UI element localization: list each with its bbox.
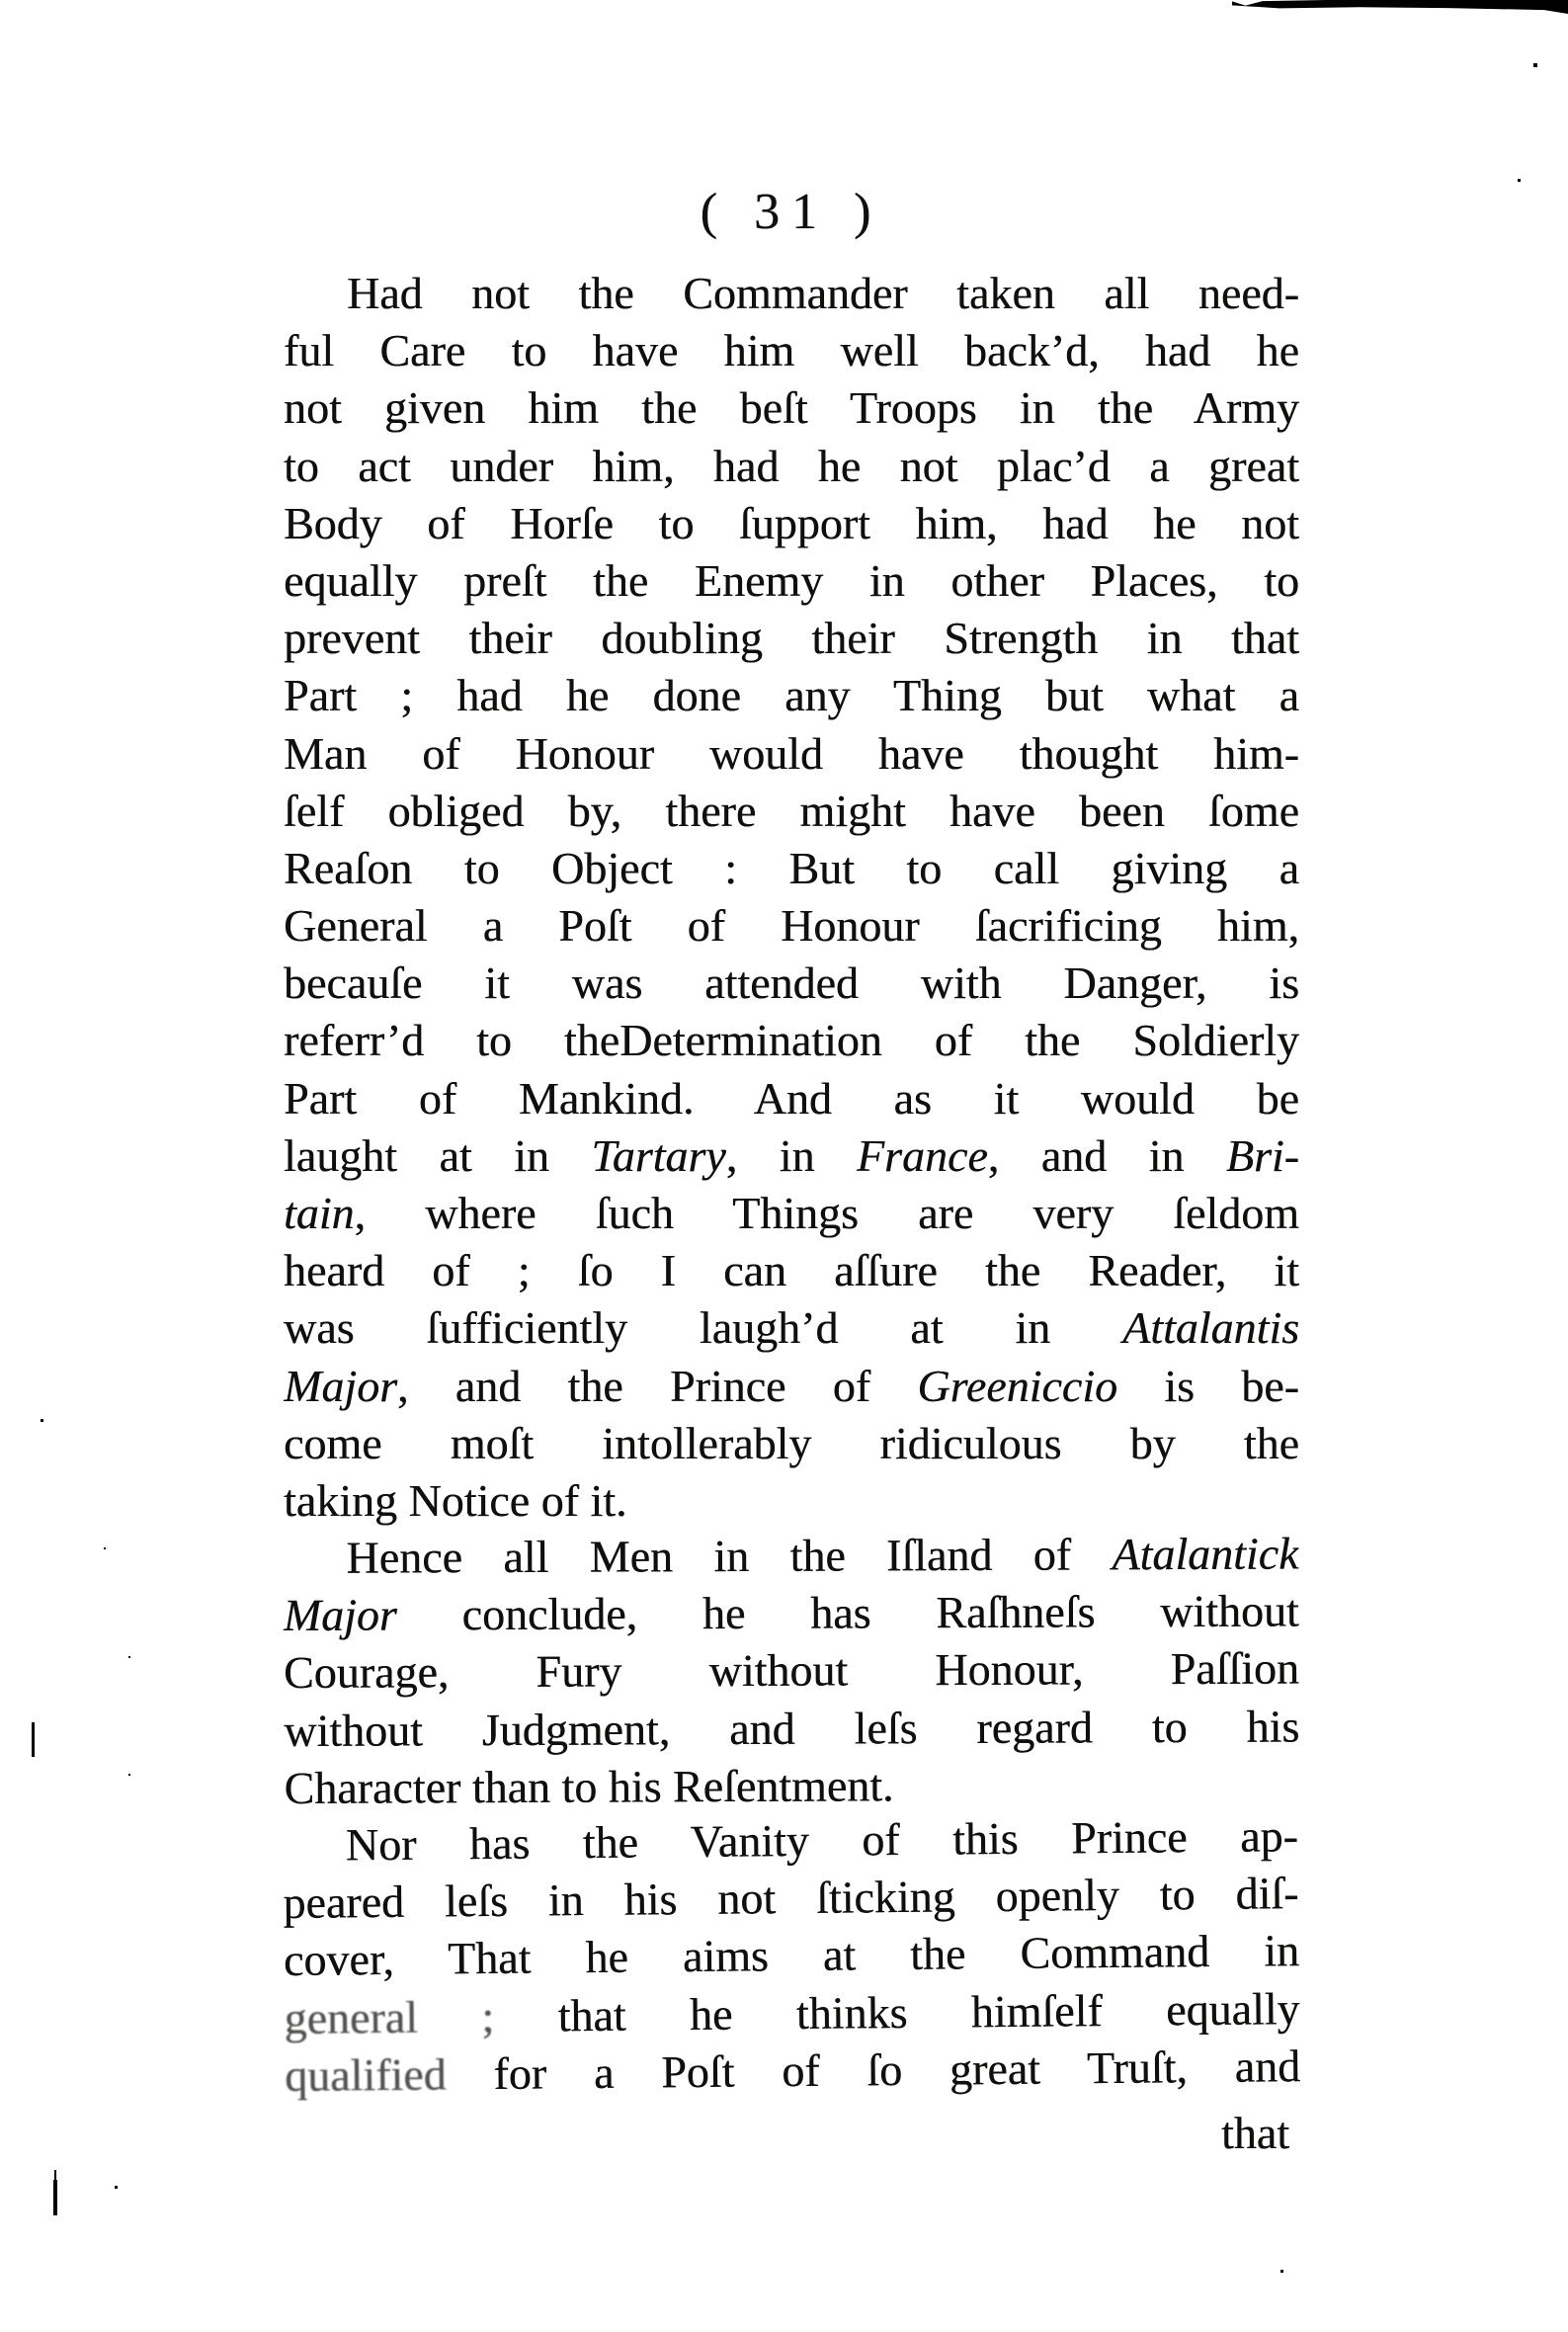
body-text: Had not the Commander taken all need- — [347, 268, 1299, 318]
text-line — [284, 1070, 1299, 1127]
text-line — [284, 1980, 1300, 2047]
text-line — [284, 610, 1299, 667]
body-text: Nor has the Vanity of this Prince ap- — [345, 1810, 1299, 1871]
text-line — [284, 495, 1299, 552]
italic-text: France — [856, 1129, 988, 1181]
italic-text: Major — [283, 1589, 397, 1641]
body-text: Man of Honour would have thought him- — [284, 727, 1299, 779]
body-text: , and in — [987, 1129, 1226, 1181]
text-block — [284, 265, 1299, 2105]
body-text: Character than to his Reſentment. — [284, 1760, 894, 1813]
body-text: conclude, he has Raſhneſs without — [396, 1585, 1299, 1640]
text-line — [284, 379, 1299, 437]
italic-text: Greeniccio — [917, 1360, 1118, 1411]
body-text: becauſe it was attended with Danger, is — [284, 958, 1299, 1009]
text-line — [283, 1865, 1299, 1932]
text-line — [284, 840, 1299, 897]
text-line — [284, 1012, 1299, 1069]
ink-speck — [41, 1419, 43, 1422]
italic-text: Atalantick — [1112, 1528, 1299, 1580]
body-text: Part of Mankind. And as it would be — [284, 1072, 1299, 1124]
text-line — [284, 1358, 1299, 1415]
text-line — [285, 2038, 1301, 2105]
catchword-line — [284, 2105, 1299, 2162]
body-text: prevent their doubling their Strength in that — [284, 613, 1299, 664]
body-text: qualified — [284, 2048, 447, 2101]
body-text: general ; — [284, 1989, 558, 2043]
body-text: taking Notice of it. — [284, 1474, 627, 1526]
text-line — [284, 725, 1299, 783]
text-column — [284, 265, 1299, 2162]
text-line — [284, 1415, 1299, 1472]
body-text: ſelf obliged by, there might have been ſome — [284, 785, 1299, 836]
text-line — [284, 667, 1299, 724]
body-text: referr’d to theDetermination of the Soldierly — [284, 1015, 1299, 1066]
body-text: come moſt intollerably ridiculous by the — [284, 1417, 1299, 1468]
body-text: laught at in — [284, 1129, 592, 1181]
catchword: that — [1221, 2108, 1289, 2158]
text-line — [284, 955, 1299, 1012]
italic-text: Tartary — [591, 1129, 726, 1181]
text-line — [284, 1923, 1300, 1990]
italic-text: Bri- — [1225, 1129, 1299, 1181]
text-line — [284, 783, 1299, 840]
ink-speck — [128, 1656, 130, 1658]
text-line — [284, 265, 1299, 322]
text-line — [284, 1127, 1299, 1185]
body-text: peared leſs in his not ſticking openly to diſ- — [283, 1868, 1299, 1929]
body-text: Reaſon to Object : But to call giving a — [284, 842, 1299, 893]
page-number: ( 31 ) — [700, 184, 883, 240]
text-line — [284, 1698, 1299, 1760]
body-text: ful Care to have him well back’d, had he — [284, 325, 1299, 376]
text-line — [284, 322, 1299, 379]
ink-speck — [104, 1547, 106, 1549]
ink-speck — [1280, 2270, 1283, 2273]
ink-speck — [1533, 63, 1537, 67]
body-text: , in — [725, 1129, 857, 1181]
paragraph — [284, 265, 1299, 1530]
text-line — [284, 1299, 1299, 1357]
scan-edge-artifact — [1232, 0, 1568, 14]
italic-text: Attalantis — [1122, 1302, 1299, 1354]
text-line — [284, 438, 1299, 495]
text-line — [284, 1640, 1299, 1703]
body-text: is be- — [1117, 1360, 1299, 1411]
body-text: Courage, Fury without Honour, Paſſion — [283, 1643, 1300, 1699]
text-line — [284, 1242, 1299, 1299]
body-text: that he thinks himſelf equally — [557, 1982, 1300, 2040]
text-line — [283, 1807, 1299, 1874]
body-text: Part ; had he done any Thing but what a — [284, 670, 1299, 721]
body-text: without Judgment, and leſs regard to his — [284, 1701, 1300, 1756]
ink-mark — [53, 2180, 57, 2215]
ink-speck — [1518, 179, 1521, 182]
body-text: was ſufficiently laugh’d at in — [284, 1302, 1123, 1354]
paragraph — [283, 1526, 1299, 1817]
body-text: to act under him, had he not plac’d a great — [284, 440, 1299, 491]
text-line — [284, 1472, 1299, 1530]
body-text: not given him the beſt Troops in the Army — [284, 382, 1299, 434]
body-text: , and the Prince of — [397, 1360, 918, 1411]
body-text: , where ſuch Things are very ſeldom — [354, 1188, 1299, 1238]
ink-mark — [32, 1722, 35, 1757]
body-text: cover, That he aims at the Command in — [283, 1925, 1300, 1986]
body-text: Hence all Men in the Iſland of — [346, 1529, 1113, 1583]
text-line — [284, 897, 1299, 955]
ink-speck — [115, 2186, 118, 2189]
body-text: equally preſt the Enemy in other Places, to — [284, 554, 1299, 606]
body-text: General a Poſt of Honour ſacrificing him, — [284, 900, 1299, 952]
text-line — [283, 1526, 1298, 1588]
paragraph — [283, 1807, 1301, 2105]
text-line — [284, 1185, 1299, 1242]
italic-text: tain — [284, 1188, 355, 1238]
text-line — [284, 552, 1299, 610]
ink-speck — [128, 1774, 130, 1776]
body-text: Body of Horſe to ſupport him, had he not — [284, 497, 1299, 548]
text-line — [284, 1583, 1299, 1645]
body-text: heard of ; ſo I can aſſure the Reader, it — [284, 1245, 1299, 1296]
body-text: for a Poſt of ſo great Truſt, and — [446, 2040, 1301, 2100]
italic-text: Major — [284, 1360, 397, 1411]
